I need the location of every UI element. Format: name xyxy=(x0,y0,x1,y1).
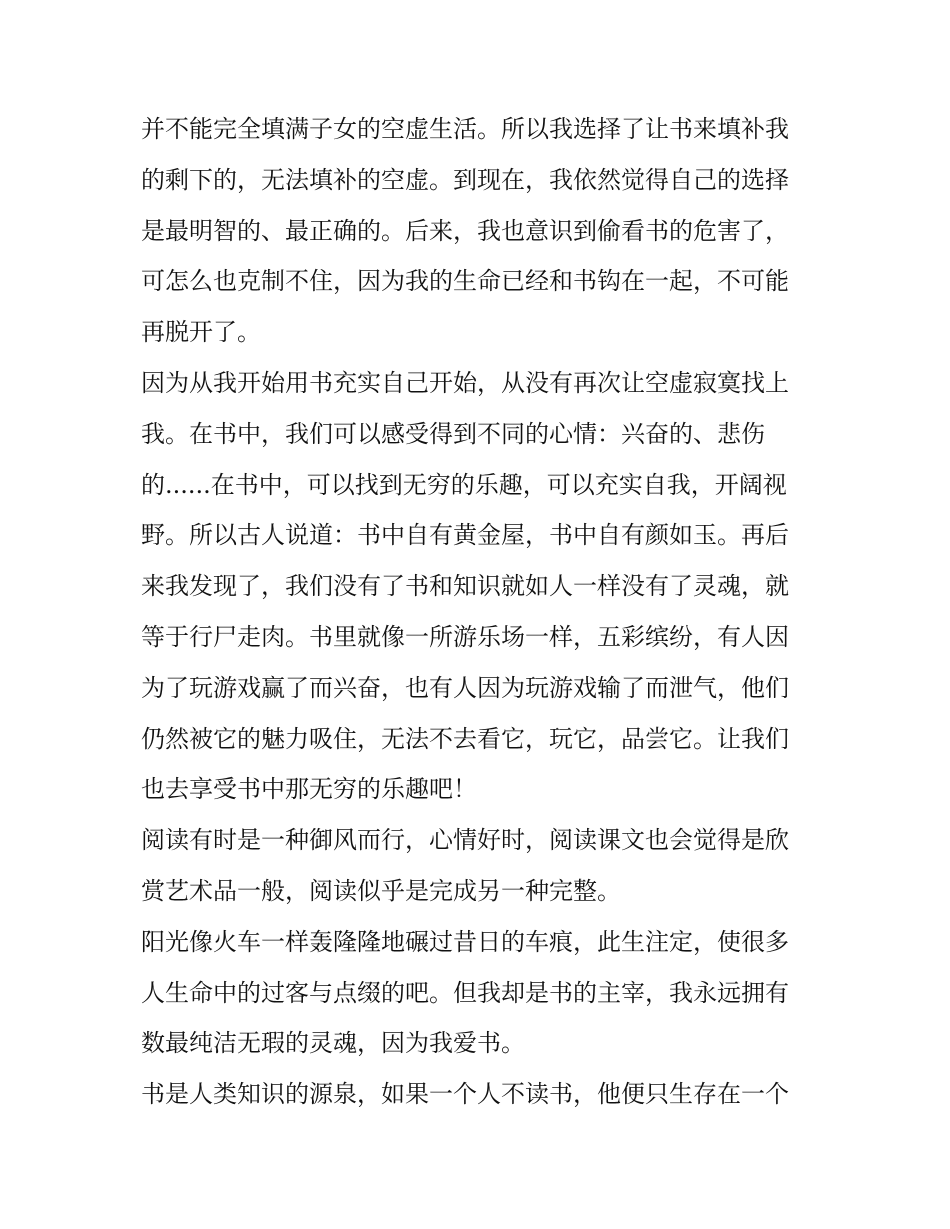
text-line: 的......在书中，可以找到无穷的乐趣，可以充实自我，开阔视 xyxy=(141,470,787,499)
document-body xyxy=(141,104,813,1120)
paragraph-1 xyxy=(141,104,813,358)
text-line: 可怎么也克制不住，因为我的生命已经和书钩在一起，不可能 xyxy=(141,267,789,296)
paragraph-3 xyxy=(141,815,813,917)
text-line: 是最明智的、最正确的。后来，我也意识到偷看书的危害了， xyxy=(141,216,789,245)
text-line: 阅读有时是一种御风而行，心情好时，阅读课文也会觉得是欣 xyxy=(141,826,789,855)
paragraph-4 xyxy=(141,917,813,1069)
text-line: 等于行尸走肉。书里就像一所游乐场一样，五彩缤纷，有人因 xyxy=(141,622,789,651)
text-line: 赏艺术品一般，阅读似乎是完成另一种完整。 xyxy=(141,876,621,905)
text-line: 因为从我开始用书充实自己开始，从没有再次让空虚寂寞找上 xyxy=(141,368,789,397)
paragraph-5 xyxy=(141,1069,813,1120)
text-line: 我。在书中，我们可以感受得到不同的心情：兴奋的、悲伤 xyxy=(141,419,765,448)
paragraph-2 xyxy=(141,358,813,815)
text-line: 人生命中的过客与点缀的吧。但我却是书的主宰，我永远拥有 xyxy=(141,978,789,1007)
text-line: 数最纯洁无瑕的灵魂，因为我爱书。 xyxy=(141,1029,525,1058)
text-line: 阳光像火车一样轰隆隆地碾过昔日的车痕，此生注定，使很多 xyxy=(141,927,789,956)
text-line: 并不能完全填满子女的空虚生活。所以我选择了让书来填补我 xyxy=(141,115,789,143)
text-line: 为了玩游戏赢了而兴奋，也有人因为玩游戏输了而泄气，他们 xyxy=(141,673,789,702)
text-line: 来我发现了，我们没有了书和知识就如人一样没有了灵魂，就 xyxy=(141,572,789,601)
text-line: 野。所以古人说道：书中自有黄金屋，书中自有颜如玉。再后 xyxy=(141,521,789,550)
text-line: 再脱开了。 xyxy=(141,318,261,347)
text-line: 仍然被它的魅力吸住，无法不去看它，玩它，品尝它。让我们 xyxy=(141,724,789,753)
text-line: 的剩下的，无法填补的空虚。到现在，我依然觉得自己的选择 xyxy=(141,165,789,194)
text-line: 书是人类知识的源泉，如果一个人不读书，他便只生存在一个 xyxy=(141,1080,789,1109)
text-line: 也去享受书中那无穷的乐趣吧！ xyxy=(141,775,477,804)
